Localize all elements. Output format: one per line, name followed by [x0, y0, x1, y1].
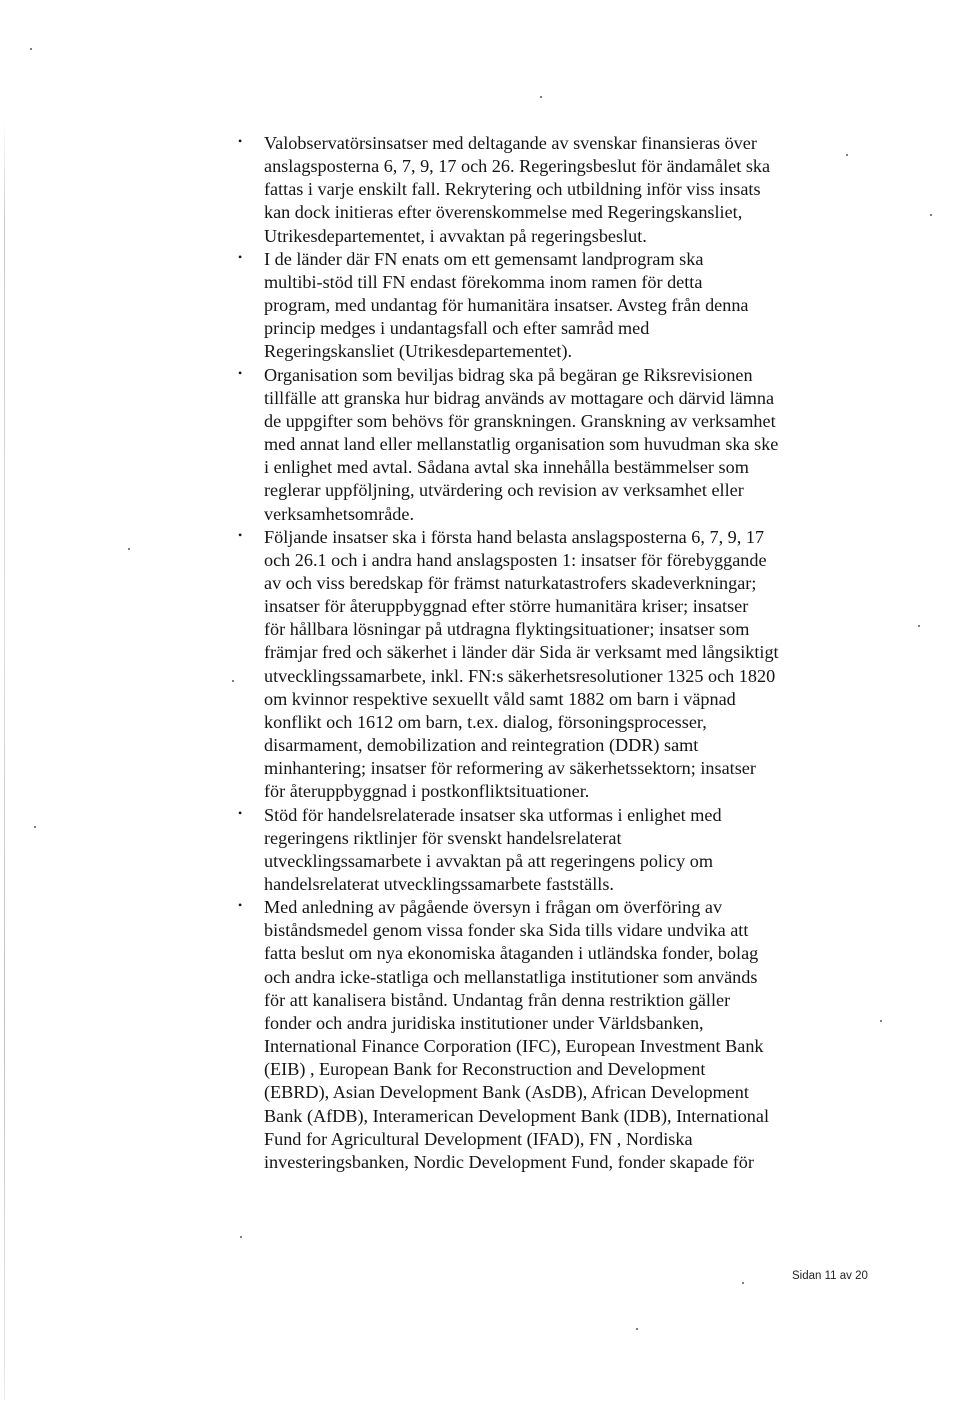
list-item: [232, 248, 852, 364]
bullet-icon: •: [238, 898, 243, 913]
list-item-text: Med anledning av pågående översyn i frågan om överföring av biståndsmedel genom vissa fonder ska Sida tills vidare undvika att fatta beslut om nya ekonomiska åtaganden i utländska fonder, bolag och andra icke-statliga och mellanstatliga institutioner som används för att kanalisera bistånd. Undantag från denna restriktion gäller fonder och andra juridiska institutioner under Världsbanken, International Finance Corporation (IFC), European Investment Bank (EIB) , European Bank for Reconstruction and Development (EBRD), Asian Development Bank (AsDB), African Development Bank (AfDB), Interamerican Development Bank (IDB), International Fund for Agricultural Development (IFAD), FN , Nordiska investeringsbanken, Nordic Development Fund, fonder skapade för: [264, 897, 770, 1172]
bullet-icon: •: [238, 365, 243, 380]
list-item: [232, 526, 852, 804]
scan-speck: [930, 214, 932, 216]
list-item-text: Stöd för handelsrelaterade insatser ska utformas i enlighet med regeringens riktlinjer för svenskt handelsrelaterat utvecklingssamarbete i avvaktan på att regeringens policy om handelsrelaterat utvecklingssamarbete fastställs.: [264, 804, 722, 894]
scan-speck: [540, 96, 542, 98]
scan-speck: [34, 826, 36, 828]
scan-speck: [30, 48, 32, 50]
scan-speck: [240, 1236, 242, 1238]
scan-edge-line: [4, 120, 5, 1400]
list-item-text: Organisation som beviljas bidrag ska på begäran ge Riksrevisionen tillfälle att granska hur bidrag används av mottagare och därvid lämna de uppgifter som behövs för granskningen. Granskning av verksamhet med annat land eller mellanstatlig organisation som huvudman ska ske i enlighet med avtal. Sådana avtal ska innehålla bestämmelser som reglerar uppföljning, utvärdering och revision av verksamhet eller verksamhetsområde.: [264, 364, 779, 524]
bullet-icon: •: [238, 805, 243, 820]
scan-speck: [880, 1020, 882, 1022]
bullet-icon: •: [238, 134, 243, 148]
list-item-text: Följande insatser ska i första hand belasta anslagsposterna 6, 7, 9, 17 och 26.1 och i andra hand anslagsposten 1: insatser för förebyggande av och viss beredskap för främst naturkatastrofers skadeverkningar; insatser för återuppbyggnad efter större humanitära kriser; insatser för hållbara lösningar på utdragna flyktingsituationer; insatser som främjar fred och säkerhet i länder där Sida är verksamt med långsiktigt utvecklingssamarbete, inkl. FN:s säkerhetsresolutioner 1325 och 1820 om kvinnor respektive sexuellt våld samt 1882 om barn i väpnad konflikt och 1612 om barn, t.ex. dialog, försoningsprocesser, disarmament, demobilization and reintegration (DDR) samt minhantering; insatser för reformering av säkerhetssektorn; insatser för återuppbyggnad i postkonfliktsituationer.: [264, 526, 779, 802]
list-item: [232, 132, 852, 248]
scan-speck: [128, 548, 130, 550]
list-item: [232, 364, 852, 526]
list-item: [232, 896, 852, 1174]
list-item: [232, 804, 852, 897]
bullet-icon: •: [238, 527, 243, 542]
bullet-list: [232, 132, 852, 1174]
scan-speck: [918, 625, 920, 627]
scan-speck: [636, 1328, 638, 1330]
scan-speck: [742, 1282, 744, 1284]
page-number: Sidan 11 av 20: [792, 1270, 868, 1282]
list-item-text: Valobservatörsinsatser med deltagande av svenskar finansieras över anslagsposterna 6, 7, 9, 17 och 26. Regeringsbeslut för ändamålet ska fattas i varje enskilt fall. Rekrytering och utbildning inför viss insats kan dock initieras efter överenskommelse med Regeringskansliet, Utrikesdepartementet, i avvaktan på regeringsbeslut.: [264, 133, 771, 246]
bullet-icon: •: [238, 249, 243, 264]
list-item-text: I de länder där FN enats om ett gemensamt landprogram ska multibi-stöd till FN endast förekomma inom ramen för detta program, med undantag för humanitära insatser. Avsteg från denna princip medges i undantagsfall och efter samråd med Regeringskansliet (Utrikesdepartementet).: [264, 248, 749, 362]
